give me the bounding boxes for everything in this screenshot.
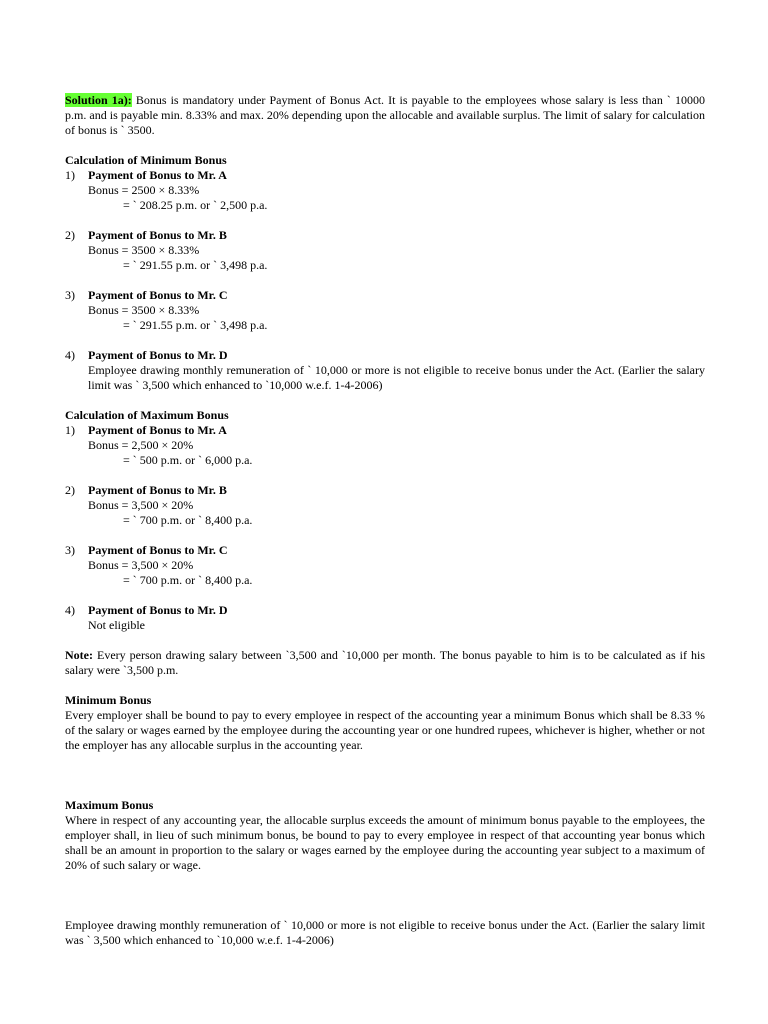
maximum-bonus-heading: Maximum Bonus — [65, 798, 154, 812]
solution-label: Solution 1a): — [65, 93, 132, 107]
minimum-bonus-text: Every employer shall be bound to pay to every employee in respect of the accounting year a minimum Bonus which shall be 8.33 % of the salary or wages earned by the employee during the accounting year or one hundred rupees, whichever is higher, whether or not the employer has any allocable surplus in the accounting year. — [65, 708, 705, 752]
intro-paragraph — [65, 93, 705, 138]
item-number: 2) — [65, 483, 75, 497]
note-paragraph — [65, 648, 705, 678]
item-result: = ` 500 p.m. or ` 6,000 p.a. — [123, 453, 253, 467]
item-title: Payment of Bonus to Mr. A — [88, 423, 227, 437]
item-title: Payment of Bonus to Mr. D — [88, 348, 228, 362]
item-number: 1) — [65, 168, 75, 182]
item-calc: Bonus = 3,500 × 20% — [88, 498, 194, 512]
item-title: Payment of Bonus to Mr. B — [88, 483, 227, 497]
item-title: Payment of Bonus to Mr. A — [88, 168, 227, 182]
item-title: Payment of Bonus to Mr. C — [88, 543, 228, 557]
intro-text: Bonus is mandatory under Payment of Bonus Act. It is payable to the employees whose salary is less than ` 10000 p.m. and is payable min. 8.33% and max. 20% depending upon the allocable and available surplus. The limit of salary for calculation of bonus is ` 3500. — [65, 93, 705, 137]
item-result: = ` 291.55 p.m. or ` 3,498 p.a. — [123, 318, 268, 332]
item-calc: Bonus = 3,500 × 20% — [88, 558, 194, 572]
item-result: = ` 208.25 p.m. or ` 2,500 p.a. — [123, 198, 268, 212]
item-result: = ` 291.55 p.m. or ` 3,498 p.a. — [123, 258, 268, 272]
max-bonus-calc-heading: Calculation of Maximum Bonus — [65, 408, 229, 422]
min-bonus-calc-heading: Calculation of Minimum Bonus — [65, 153, 227, 167]
item-text: Not eligible — [88, 618, 145, 632]
min-item-c — [65, 288, 705, 333]
min-item-d — [65, 348, 705, 393]
min-item-a — [65, 168, 705, 213]
minimum-bonus-heading: Minimum Bonus — [65, 693, 152, 707]
note-label: Note: — [65, 648, 93, 662]
item-calc: Bonus = 3500 × 8.33% — [88, 243, 200, 257]
item-number: 3) — [65, 543, 75, 557]
item-calc: Bonus = 2,500 × 20% — [88, 438, 194, 452]
item-result: = ` 700 p.m. or ` 8,400 p.a. — [123, 573, 253, 587]
item-number: 4) — [65, 348, 75, 362]
document-page — [65, 93, 705, 948]
maximum-bonus-text: Where in respect of any accounting year, the allocable surplus exceeds the amount of minimum bonus payable to the employees, the employer shall, in lieu of such minimum bonus, be bound to pay to every employee in respect of that accounting year bonus which shall be an amount in proportion to the salary or wages earned by the employee during the accounting year subject to a maximum of 20% of such salary or wage. — [65, 813, 705, 872]
item-title: Payment of Bonus to Mr. C — [88, 288, 228, 302]
item-number: 4) — [65, 603, 75, 617]
item-title: Payment of Bonus to Mr. B — [88, 228, 227, 242]
item-result: = ` 700 p.m. or ` 8,400 p.a. — [123, 513, 253, 527]
item-text: Employee drawing monthly remuneration of ` 10,000 or more is not eligible to receive bonus under the Act. (Earlier the salary limit was ` 3,500 which enhanced to `10,000 w.e.f. 1-4-2006) — [88, 363, 705, 392]
min-item-b — [65, 228, 705, 273]
item-calc: Bonus = 3500 × 8.33% — [88, 303, 200, 317]
item-number: 3) — [65, 288, 75, 302]
item-calc: Bonus = 2500 × 8.33% — [88, 183, 200, 197]
max-item-d — [65, 603, 705, 633]
final-paragraph: Employee drawing monthly remuneration of ` 10,000 or more is not eligible to receive bonus under the Act. (Earlier the salary limit was ` 3,500 which enhanced to `10,000 w.e.f. 1-4-2006) — [65, 918, 705, 947]
max-item-c — [65, 543, 705, 588]
max-item-a — [65, 423, 705, 468]
item-title: Payment of Bonus to Mr. D — [88, 603, 228, 617]
item-number: 2) — [65, 228, 75, 242]
note-text: Every person drawing salary between `3,500 and `10,000 per month. The bonus payable to him is to be calculated as if his salary were `3,500 p.m. — [65, 648, 705, 677]
max-item-b — [65, 483, 705, 528]
item-number: 1) — [65, 423, 75, 437]
